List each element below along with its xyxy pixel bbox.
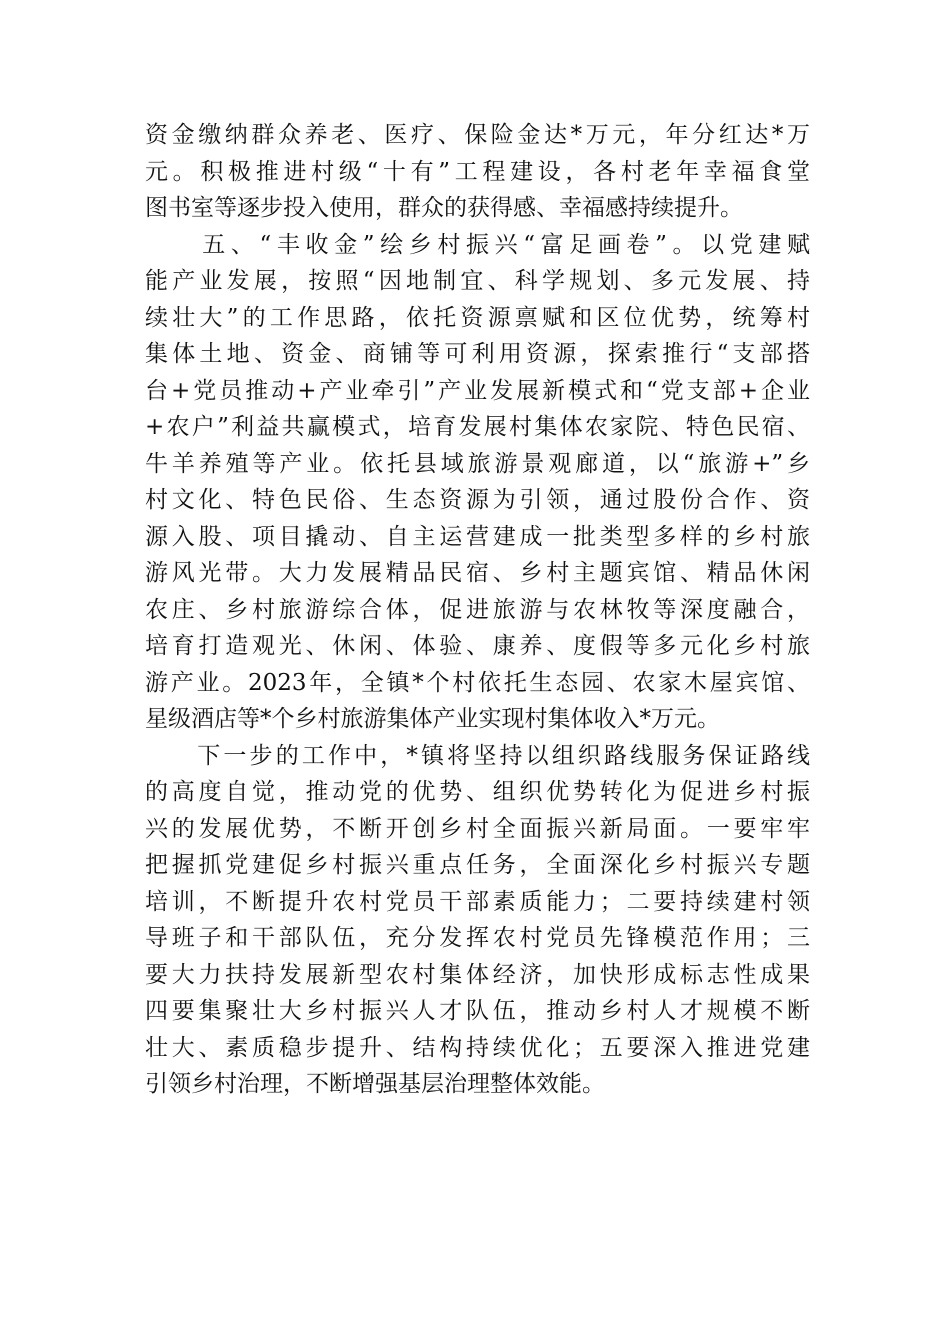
text-line: 培训，不断提升农村党员干部素质能力；二要持续建村领 xyxy=(145,888,810,915)
text-line: 壮大、素质稳步提升、结构持续优化；五要深入推进党建 xyxy=(145,1034,810,1061)
text-line: 资金缴纳群众养老、医疗、保险金达*万元，年分红达*万 xyxy=(145,122,810,148)
text-line: 续壮大”的工作思路，依托资源禀赋和区位优势，统筹村 xyxy=(145,304,810,331)
text-line: 四要集聚壮大乡村振兴人才队伍，推动乡村人才规模不断 xyxy=(145,998,810,1024)
text-line: 导班子和干部队伍，充分发挥农村党员先锋模范作用；三 xyxy=(145,925,810,951)
text-line: 星级酒店等*个乡村旅游集体产业实现村集体收入*万元。 xyxy=(145,706,720,732)
text-line: 源入股、项目撬动、自主运营建成一批类型多样的乡村旅 xyxy=(145,523,810,550)
text-line: +农户”利益共赢模式，培育发展村集体农家院、特色民宿、 xyxy=(145,414,810,440)
text-line: 兴的发展优势，不断开创乡村全面振兴新局面。一要牢牢 xyxy=(145,815,810,842)
text-line: 能产业发展，按照“因地制宜、科学规划、多元发展、持 xyxy=(145,268,810,294)
text-line: 要大力扶持发展新型农村集体经济，加快形成标志性成果 xyxy=(145,961,810,988)
text-line: 图书室等逐步投入使用，群众的获得感、幸福感持续提升。 xyxy=(145,195,743,221)
text-line: 培育打造观光、休闲、体验、康养、度假等多元化乡村旅 xyxy=(145,633,810,659)
text-line: 牛羊养殖等产业。依托县域旅游景观廊道，以“旅游+”乡 xyxy=(145,450,810,477)
text-line: 游产业。2023年，全镇*个村依托生态园、农家木屋宾馆、 xyxy=(145,669,810,696)
text-line: 集体土地、资金、商铺等可利用资源，探索推行“支部搭 xyxy=(145,341,810,367)
text-line: 引领乡村治理，不断增强基层治理整体效能。 xyxy=(145,1071,605,1097)
text-line: 五、“丰收金”绘乡村振兴“富足画卷”。以党建赋 xyxy=(145,231,810,258)
text-line: 台+党员推动+产业牵引”产业发展新模式和“党支部+企业 xyxy=(145,377,810,404)
text-line: 的高度自觉，推动党的优势、组织优势转化为促进乡村振 xyxy=(145,779,810,805)
text-line: 游风光带。大力发展精品民宿、乡村主题宾馆、精品休闲 xyxy=(145,560,810,586)
text-line: 农庄、乡村旅游综合体，促进旅游与农林牧等深度融合， xyxy=(145,596,810,623)
text-line: 元。积极推进村级“十有”工程建设，各村老年幸福食堂 xyxy=(145,158,810,185)
text-line: 把握抓党建促乡村振兴重点任务，全面深化乡村振兴专题 xyxy=(145,852,810,878)
text-line: 村文化、特色民俗、生态资源为引领，通过股份合作、资 xyxy=(145,487,810,513)
body-text xyxy=(145,117,810,1103)
text-line: 下一步的工作中，*镇将坚持以组织路线服务保证路线 xyxy=(145,742,810,769)
